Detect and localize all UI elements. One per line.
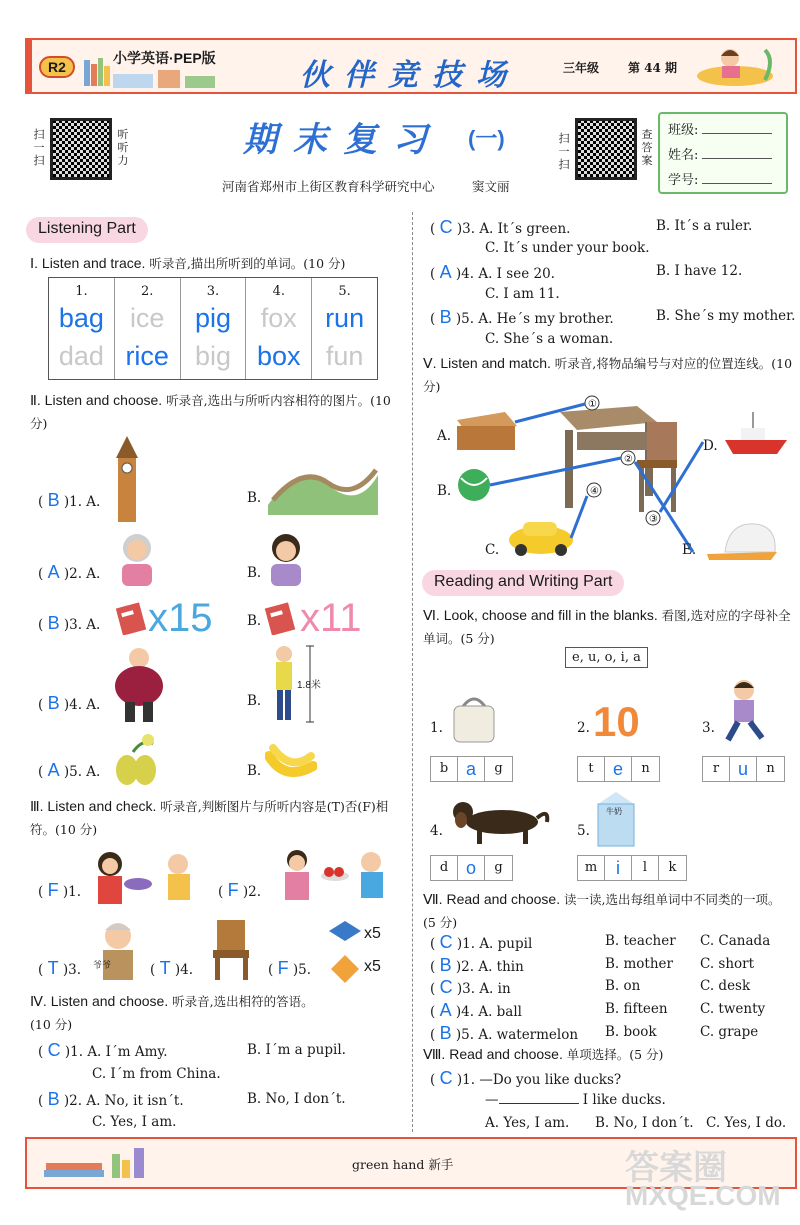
kids-tomatoes-icon <box>275 844 395 908</box>
q3-heading: Ⅲ. Listen and check. 听录音,判断图片与所听内容是(T)否(F)相符。(10 分) <box>30 798 389 837</box>
qr-left-caption-right: 听听力 <box>117 128 129 167</box>
ten-picture: 10 <box>593 698 640 745</box>
q3-item: ( T )3. <box>38 958 82 978</box>
q2-item-b: B. <box>247 613 262 629</box>
student-info-box <box>658 112 788 194</box>
q4-option-c: C. Yes, I am. <box>92 1114 177 1130</box>
paper-title: 伙伴竞技场 <box>300 59 520 92</box>
q2-item: ( B )3. A. <box>38 613 101 633</box>
q7-option-c: C. short <box>700 956 755 972</box>
q3-item: ( F )2. <box>218 880 262 900</box>
issue-label: 第 44 期 <box>628 61 678 75</box>
watermark-en: MXQE.COM <box>625 1180 781 1211</box>
trace-cell: 4. fox box <box>246 278 312 379</box>
q6-num: 3. <box>702 720 715 736</box>
count-label: x5 <box>364 958 381 975</box>
match-label-c: C. <box>485 542 500 558</box>
bananas-icon <box>265 736 317 784</box>
q4-option-c: C. I´m from China. <box>92 1066 221 1082</box>
running-boy-icon <box>718 678 770 748</box>
pears-icon <box>113 732 159 788</box>
q1-heading: Ⅰ. Listen and trace. 听录音,描出所听到的单词。(10 分) <box>30 255 346 271</box>
id-label: 学号: <box>668 173 699 188</box>
q7-option-b: B. teacher <box>605 933 676 949</box>
q4-option-b: B. She´s my mother. <box>656 308 796 324</box>
class-label: 班级: <box>668 123 699 138</box>
name-field[interactable] <box>702 158 772 159</box>
author-name: 窦文丽 <box>472 179 510 194</box>
ball-picture <box>458 469 490 501</box>
grade-label: 三年级 <box>563 61 600 75</box>
answer-blank[interactable] <box>499 1103 579 1104</box>
q8-option-a: A. Yes, I am. <box>485 1115 570 1131</box>
books-icon <box>82 56 112 88</box>
watermark-cn: 答案圈 <box>625 1149 727 1187</box>
q7-option-c: C. Canada <box>700 933 771 949</box>
great-wall-icon <box>268 455 378 515</box>
q4-score: (10 分) <box>30 1017 73 1032</box>
position-marker: ② <box>624 454 633 465</box>
q7-option-b: B. fifteen <box>605 1001 668 1017</box>
position-marker: ③ <box>649 514 658 525</box>
box-picture <box>457 412 517 450</box>
q4-item: ( C )3. A. It´s green. <box>430 217 571 237</box>
qr-code-listen[interactable] <box>50 118 112 180</box>
boat-picture <box>725 412 787 454</box>
page-title-number: (一) <box>468 126 505 151</box>
reading-section-title: Reading and Writing Part <box>422 570 624 596</box>
q7-option-b: B. book <box>605 1024 657 1040</box>
match-diagram <box>425 392 795 567</box>
trace-cell: 1. bag dad <box>49 278 115 379</box>
letter-choices: e, u, o, i, a <box>565 647 648 668</box>
match-label-e: E. <box>682 542 697 558</box>
q8-option-c: C. Yes, I do. <box>706 1115 787 1131</box>
column-divider <box>412 212 413 1132</box>
qr-code-answers[interactable] <box>575 118 637 180</box>
id-field[interactable] <box>702 183 772 184</box>
trace-word-table <box>48 277 378 380</box>
q7-heading: Ⅶ. Read and choose. 读一读,选出每组单词中不同类的一项。(5 分) <box>423 891 781 930</box>
grandma-icon <box>116 530 158 588</box>
height-note: 1.8米 <box>297 680 321 691</box>
q4-option-c: C. I am 11. <box>485 286 560 302</box>
footer-books-icon <box>42 1142 152 1186</box>
q6-num: 5. <box>577 823 590 839</box>
q4-item: ( C )1. A. I´m Amy. <box>38 1040 168 1060</box>
q7-option-c: C. desk <box>700 978 751 994</box>
author-org: 河南省郑州市上街区教育科学研究中心 <box>222 179 435 194</box>
q2-item-b: B. <box>247 565 262 581</box>
qr-left-caption: 扫一扫 <box>33 128 45 167</box>
q4-option-b: B. I have 12. <box>656 263 743 279</box>
q6-heading: Ⅵ. Look, choose and fill in the blanks. 看图,选对应的字母补全单词。(5 分) <box>423 607 791 646</box>
q2-item: ( A )5. A. <box>38 760 101 780</box>
q8-item: ( C )1. —Do you like ducks? <box>430 1068 622 1088</box>
position-marker: ① <box>588 399 597 410</box>
qr-right-caption-right: 查答案 <box>641 128 653 167</box>
q7-option-c: C. twenty <box>700 1001 766 1017</box>
count-label: x5 <box>364 925 381 942</box>
q4-item: ( B )2. A. No, it isn´t. <box>38 1089 184 1109</box>
word-box: d o g <box>430 855 513 881</box>
q6-num: 2. <box>577 720 590 736</box>
q7-item: ( C )1. A. pupil <box>430 932 533 952</box>
fat-man-icon <box>113 646 165 724</box>
q4-option-c: C. She´s a woman. <box>485 331 614 347</box>
grandpa-icon <box>93 918 143 982</box>
q2-item-b: B. <box>247 693 262 709</box>
subject-label: 小学英语·PEP版 <box>113 50 216 66</box>
q2-item: ( A )2. A. <box>38 562 101 582</box>
chair-icon <box>207 918 257 982</box>
book-icon <box>264 601 298 635</box>
match-label-b: B. <box>437 483 452 499</box>
header-deco-icon <box>113 68 293 90</box>
big-ben-icon <box>112 436 142 524</box>
qr-right-caption: 扫一扫 <box>558 132 570 171</box>
q4-option-b: B. I´m a pupil. <box>247 1042 346 1058</box>
q4-heading: Ⅳ. Listen and choose. 听录音,选出相符的答语。 <box>30 993 314 1009</box>
word-box: b a g <box>430 756 513 782</box>
q4-option-c: C. It´s under your book. <box>485 240 650 256</box>
count-b-label: x11 <box>300 596 362 640</box>
trace-cell: 3. pig big <box>181 278 247 379</box>
book-icon <box>115 601 149 635</box>
dog-icon <box>447 794 551 846</box>
girl-reading-icon <box>690 42 790 92</box>
q2-item: ( B )4. A. <box>38 693 101 713</box>
bird-kite-icon <box>325 915 365 985</box>
q6-num: 1. <box>430 720 443 736</box>
word-box: t e n <box>577 756 660 782</box>
q7-option-b: B. mother <box>605 956 673 972</box>
q8-line2: — I like ducks. <box>485 1092 666 1108</box>
kids-grapes-icon <box>90 846 210 908</box>
footer-vocab: green hand 新手 <box>352 1157 454 1172</box>
q7-option-c: C. grape <box>700 1024 759 1040</box>
page-title: 期末复习 <box>243 121 443 159</box>
car-picture <box>509 522 573 556</box>
cap-picture <box>707 524 777 560</box>
bag-icon <box>448 690 500 746</box>
q4-item: ( A )4. A. I see 20. <box>430 262 555 282</box>
q3-item: ( F )5. <box>268 958 312 978</box>
q7-item: ( A )4. A. ball <box>430 1000 522 1020</box>
position-marker: ④ <box>590 486 599 497</box>
q3-item: ( T )4. <box>150 958 194 978</box>
trace-cell: 2. ice rice <box>115 278 181 379</box>
q2-heading: Ⅱ. Listen and choose. 听录音,选出与所听内容相符的图片。(10 分) <box>30 392 391 431</box>
q4-option-b: B. No, I don´t. <box>247 1091 346 1107</box>
word-box: r u n <box>702 756 785 782</box>
grandpa-note: 爷爷 <box>93 961 112 971</box>
q2-item-b: B. <box>247 763 262 779</box>
milk-label: 牛奶 <box>606 807 622 816</box>
q7-item: ( B )2. A. thin <box>430 955 524 975</box>
q6-num: 4. <box>430 823 443 839</box>
q4-item: ( B )5. A. He´s my brother. <box>430 307 614 327</box>
q7-item: ( C )3. A. in <box>430 977 511 997</box>
q2-item-b: B. <box>247 490 262 506</box>
q3-item: ( F )1. <box>38 880 82 900</box>
milk-carton-icon <box>594 790 638 848</box>
listening-section-title: Listening Part <box>26 217 148 243</box>
trace-cell: 5. run fun <box>325 284 365 371</box>
match-label-d: D. <box>703 438 718 454</box>
q2-item: ( B )1. A. <box>38 490 101 510</box>
q5-heading: Ⅴ. Listen and match. 听录音,将物品编号与对应的位置连线。(10 分) <box>423 355 793 394</box>
class-field[interactable] <box>702 133 772 134</box>
word-box: m i l k <box>577 855 687 881</box>
name-label: 姓名: <box>668 148 699 163</box>
match-label-a: A. <box>437 428 452 444</box>
q8-heading: Ⅷ. Read and choose. 单项选择。(5 分) <box>423 1046 664 1062</box>
edition-badge: R2 <box>39 56 75 78</box>
count-a-label: x15 <box>148 596 213 640</box>
q4-option-b: B. It´s a ruler. <box>656 218 753 234</box>
q8-option-b: B. No, I don´t. <box>595 1115 694 1131</box>
q7-item: ( B )5. A. watermelon <box>430 1023 579 1043</box>
q7-option-b: B. on <box>605 978 641 994</box>
girl-icon <box>265 530 307 588</box>
